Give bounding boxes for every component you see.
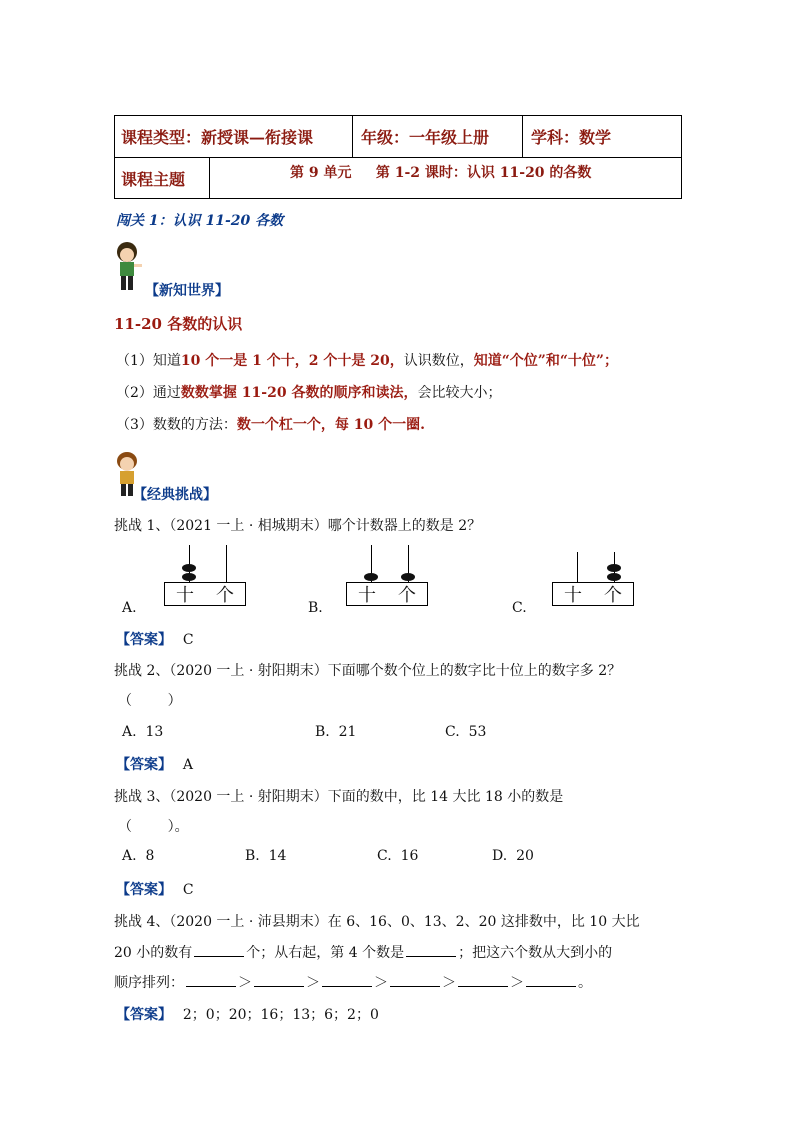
- abacus-bead: [607, 564, 621, 572]
- q2-option-a: A. 13: [122, 724, 164, 740]
- gt-sign: ＞: [238, 975, 252, 991]
- divider: [209, 157, 210, 199]
- abacus-frame: [346, 582, 428, 606]
- ones-label: 个: [216, 585, 234, 606]
- tens-label: 十: [358, 585, 376, 606]
- classic-label: 【经典挑战】: [133, 487, 217, 503]
- q3-option-d: D. 20: [492, 848, 534, 864]
- item-rest: 会比较大小；: [417, 385, 502, 401]
- ones-label: 个: [604, 585, 622, 606]
- new-world-item-1: [116, 350, 618, 370]
- q4-line-2: [114, 942, 612, 962]
- q1-option-label: C.: [512, 600, 527, 616]
- blank-field[interactable]: [526, 986, 576, 987]
- q4-line-1: 挑战 4、（2020 一上 · 沛县期末）在 6、16、0、13、2、20 这排数中，比 10 大比: [114, 914, 640, 930]
- q4-text: 。: [578, 975, 592, 991]
- q2-option-b: B. 21: [315, 724, 357, 740]
- course-info-table: [114, 115, 682, 199]
- cartoon-boy-icon: [112, 240, 146, 292]
- new-world-item-3: [116, 414, 425, 434]
- q4-text: 顺序排列：: [114, 975, 184, 991]
- q3-answer: [116, 879, 194, 899]
- q3-stem: 挑战 3、（2020 一上 · 射阳期末）下面的数中，比 14 大比 18 小的数是: [114, 789, 564, 805]
- gt-sign: ＞: [306, 975, 320, 991]
- blank-field[interactable]: [390, 986, 440, 987]
- q1-stem: 挑战 1、（2021 一上 · 相城期末）哪个计数器上的数是 2？: [114, 518, 482, 534]
- course-info-row-2: [115, 157, 681, 199]
- q2-paren: （ ）: [118, 693, 182, 709]
- gt-sign: ＞: [510, 975, 524, 991]
- abacus-bead: [182, 564, 196, 572]
- answer-label: 【答案】: [116, 882, 172, 898]
- item-prefix: （2）通过: [116, 385, 181, 401]
- gt-sign: ＞: [442, 975, 456, 991]
- answer-label: 【答案】: [116, 1007, 172, 1023]
- q1-option-label: A.: [122, 600, 137, 616]
- answer-value: C: [182, 632, 194, 648]
- blank-field[interactable]: [186, 986, 236, 987]
- answer-value: C: [182, 882, 194, 898]
- item-highlight: 10 个一是 1 个十，2 个十是 20，: [180, 353, 404, 369]
- item-mid: 认识数位，: [403, 353, 474, 369]
- blank-field[interactable]: [322, 986, 372, 987]
- q1-options: [114, 540, 674, 620]
- level-title: 闯关 1：认识 11-20 各数: [116, 213, 284, 229]
- item-prefix: （1）知道: [116, 353, 181, 369]
- item-highlight: 数数掌握 11-20 各数的顺序和读法，: [180, 385, 418, 401]
- abacus-bead: [401, 573, 415, 581]
- tens-label: 十: [564, 585, 582, 606]
- q3-option-c: C. 16: [377, 848, 419, 864]
- blank-field[interactable]: [406, 956, 456, 957]
- item-highlight: 数一个杠一个，每 10 个一圈.: [236, 417, 426, 433]
- q2-stem: 挑战 2、（2020 一上 · 射阳期末）下面哪个数个位上的数字比十位上的数字多 2？: [114, 663, 622, 679]
- new-world-item-2: [116, 382, 501, 402]
- q2-option-c: C. 53: [445, 724, 487, 740]
- q3-option-a: A. 8: [122, 848, 155, 864]
- blank-field[interactable]: [458, 986, 508, 987]
- new-world-label: 【新知世界】: [145, 283, 229, 299]
- new-world-heading: 11-20 各数的认识: [114, 315, 243, 333]
- q4-text: 20 小的数有: [114, 945, 193, 961]
- q3-option-b: B. 14: [245, 848, 287, 864]
- abacus-frame: [164, 582, 246, 606]
- blank-field[interactable]: [194, 956, 244, 957]
- q2-answer: [116, 754, 193, 774]
- course-type: 课程类型：新授课—衔接课: [121, 128, 314, 147]
- abacus-frame: [552, 582, 634, 606]
- answer-value: A: [182, 757, 193, 773]
- q4-text: 个；从右起，第 4 个数是: [246, 945, 405, 961]
- q3-paren: （ ）。: [118, 819, 189, 835]
- subject: 学科：数学: [531, 128, 612, 147]
- q4-text: ；把这六个数从大到小的: [458, 945, 613, 961]
- blank-field[interactable]: [254, 986, 304, 987]
- answer-label: 【答案】: [116, 632, 172, 648]
- q4-line-3: [114, 972, 592, 992]
- abacus-bead: [364, 573, 378, 581]
- ones-rod: [226, 545, 227, 582]
- q1-answer: [116, 629, 194, 649]
- tens-label: 十: [176, 585, 194, 606]
- abacus-bead: [182, 573, 196, 581]
- ones-label: 个: [398, 585, 416, 606]
- topic-label: 课程主题: [121, 169, 186, 189]
- abacus-bead: [607, 573, 621, 581]
- item-prefix: （3）数数的方法：: [116, 417, 237, 433]
- gt-sign: ＞: [374, 975, 388, 991]
- grade: 年级：一年级上册: [361, 128, 490, 147]
- tens-rod: [577, 552, 578, 582]
- item-rest: 知道“个位”和“十位”；: [473, 353, 618, 369]
- answer-value: 2；0；20；16；13；6；2；0: [182, 1007, 379, 1023]
- answer-label: 【答案】: [116, 757, 172, 773]
- topic-value: 第 9 单元 第 1-2 课时：认识 11-20 的各数: [290, 165, 592, 181]
- q1-option-label: B.: [308, 600, 323, 616]
- q4-answer: [116, 1004, 379, 1024]
